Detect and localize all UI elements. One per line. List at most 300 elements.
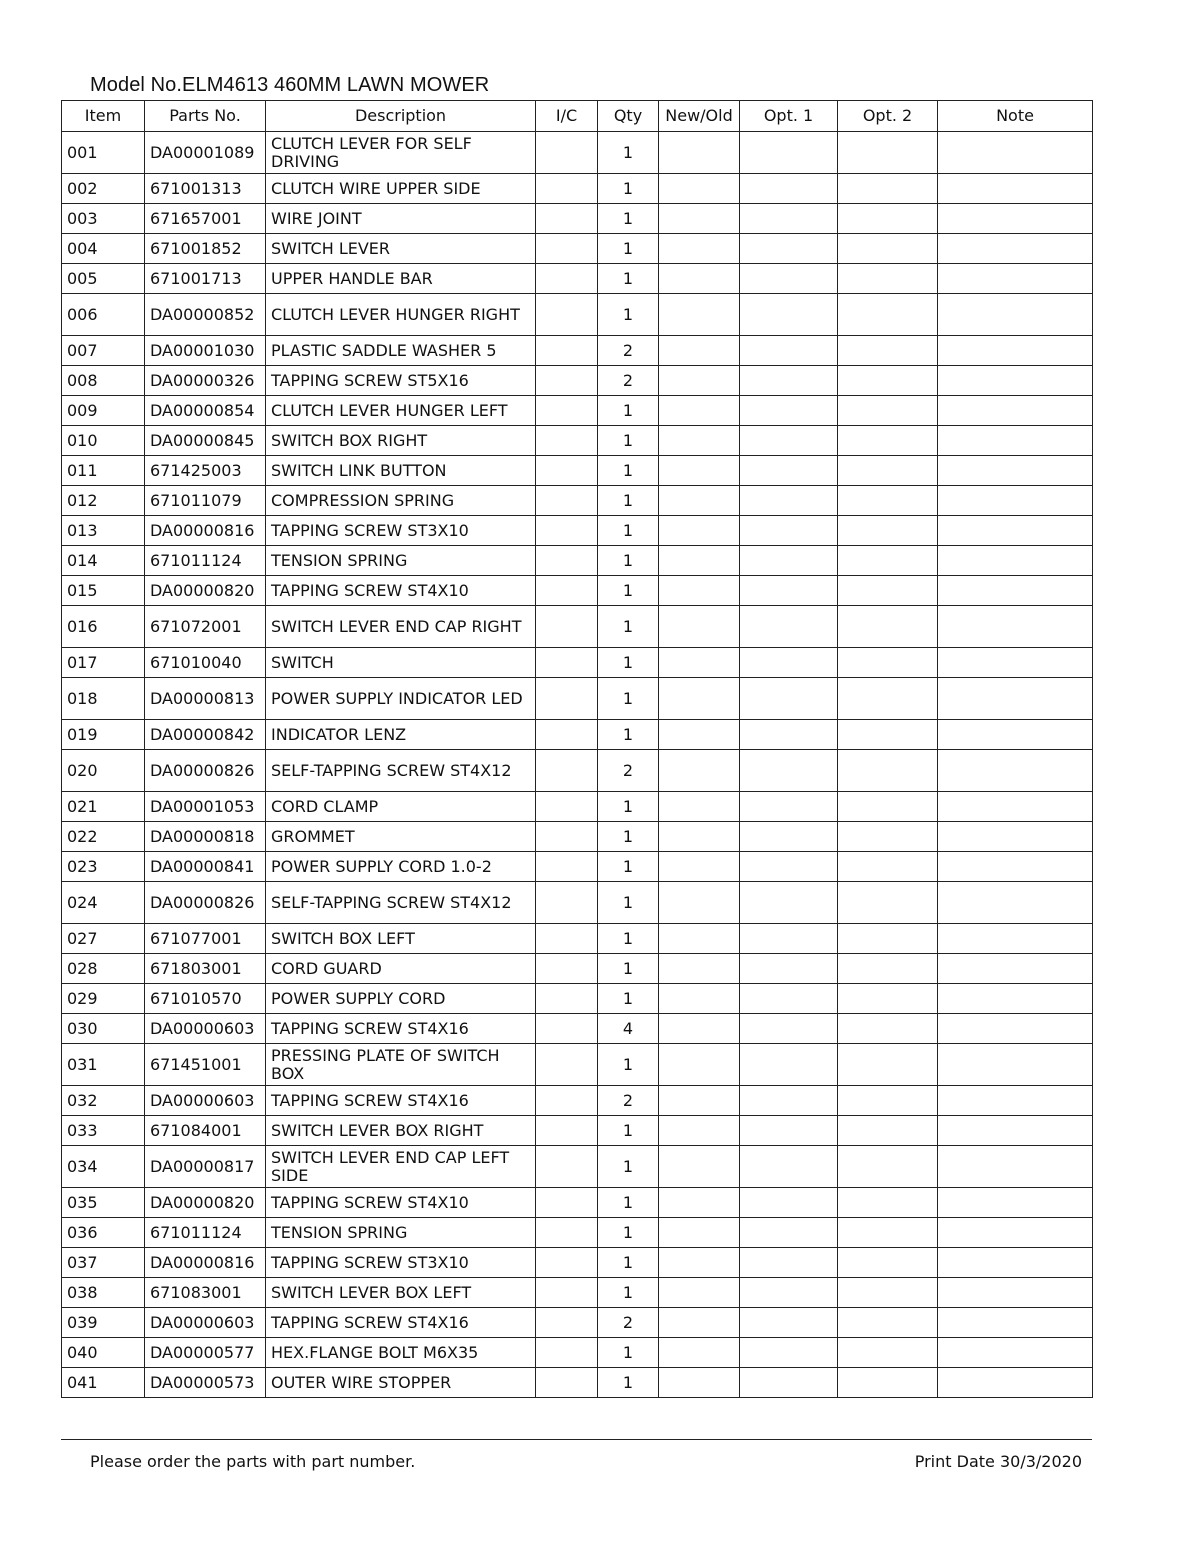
opt-1-cell (740, 204, 838, 234)
note-cell (938, 720, 1093, 750)
description-cell: TENSION SPRING (266, 546, 536, 576)
opt-2-cell (838, 984, 938, 1014)
opt-1-cell (740, 1338, 838, 1368)
note-cell (938, 264, 1093, 294)
note-cell (938, 456, 1093, 486)
qty-cell: 1 (598, 456, 659, 486)
part-number-cell: 671657001 (145, 204, 266, 234)
opt-2-cell (838, 1368, 938, 1398)
part-number-cell: DA00000845 (145, 426, 266, 456)
column-header-qty: Qty (598, 101, 659, 132)
ic-cell (536, 1044, 598, 1086)
description-cell: POWER SUPPLY INDICATOR LED (266, 678, 536, 720)
description-cell: OUTER WIRE STOPPER (266, 1368, 536, 1398)
opt-1-cell (740, 132, 838, 174)
new-old-cell (659, 648, 740, 678)
qty-cell: 1 (598, 486, 659, 516)
new-old-cell (659, 1116, 740, 1146)
opt-1-cell (740, 678, 838, 720)
table-row (62, 1014, 1093, 1044)
opt-1-cell (740, 1086, 838, 1116)
note-cell (938, 1248, 1093, 1278)
item-cell: 028 (62, 954, 145, 984)
note-cell (938, 426, 1093, 456)
opt-2-cell (838, 1338, 938, 1368)
note-cell (938, 366, 1093, 396)
note-cell (938, 1278, 1093, 1308)
opt-1-cell (740, 486, 838, 516)
table-row (62, 1248, 1093, 1278)
ic-cell (536, 132, 598, 174)
qty-cell: 1 (598, 720, 659, 750)
description-cell: SWITCH LEVER END CAP RIGHT (266, 606, 536, 648)
item-cell: 004 (62, 234, 145, 264)
qty-cell: 1 (598, 1218, 659, 1248)
table-row (62, 606, 1093, 648)
note-cell (938, 294, 1093, 336)
opt-1-cell (740, 852, 838, 882)
opt-1-cell (740, 336, 838, 366)
qty-cell: 1 (598, 174, 659, 204)
ic-cell (536, 1338, 598, 1368)
new-old-cell (659, 294, 740, 336)
opt-1-cell (740, 1248, 838, 1278)
description-cell: SWITCH LEVER BOX RIGHT (266, 1116, 536, 1146)
opt-1-cell (740, 1308, 838, 1338)
part-number-cell: 671011124 (145, 546, 266, 576)
opt-2-cell (838, 486, 938, 516)
opt-1-cell (740, 1188, 838, 1218)
part-number-cell: 671084001 (145, 1116, 266, 1146)
opt-2-cell (838, 264, 938, 294)
opt-1-cell (740, 606, 838, 648)
table-row (62, 1338, 1093, 1368)
table-row (62, 336, 1093, 366)
part-number-cell: 671072001 (145, 606, 266, 648)
new-old-cell (659, 852, 740, 882)
note-cell (938, 234, 1093, 264)
ic-cell (536, 366, 598, 396)
opt-2-cell (838, 234, 938, 264)
note-cell (938, 924, 1093, 954)
table-row (62, 516, 1093, 546)
note-cell (938, 1368, 1093, 1398)
part-number-cell: DA00000326 (145, 366, 266, 396)
item-cell: 015 (62, 576, 145, 606)
note-cell (938, 792, 1093, 822)
opt-2-cell (838, 1086, 938, 1116)
ic-cell (536, 1116, 598, 1146)
ic-cell (536, 1218, 598, 1248)
item-cell: 022 (62, 822, 145, 852)
table-row (62, 132, 1093, 174)
description-cell: WIRE JOINT (266, 204, 536, 234)
qty-cell: 2 (598, 336, 659, 366)
note-cell (938, 546, 1093, 576)
part-number-cell: DA00000818 (145, 822, 266, 852)
qty-cell: 1 (598, 396, 659, 426)
part-number-cell: DA00001030 (145, 336, 266, 366)
column-header-new-old: New/Old (659, 101, 740, 132)
opt-1-cell (740, 984, 838, 1014)
opt-1-cell (740, 294, 838, 336)
ic-cell (536, 1248, 598, 1278)
opt-1-cell (740, 822, 838, 852)
description-cell: SWITCH LEVER (266, 234, 536, 264)
table-row (62, 924, 1093, 954)
qty-cell: 1 (598, 1278, 659, 1308)
part-number-cell: 671011124 (145, 1218, 266, 1248)
new-old-cell (659, 882, 740, 924)
ic-cell (536, 648, 598, 678)
part-number-cell: 671001713 (145, 264, 266, 294)
opt-1-cell (740, 1044, 838, 1086)
part-number-cell: DA00000577 (145, 1338, 266, 1368)
new-old-cell (659, 1218, 740, 1248)
ic-cell (536, 606, 598, 648)
table-row (62, 426, 1093, 456)
opt-1-cell (740, 1014, 838, 1044)
item-cell: 039 (62, 1308, 145, 1338)
note-cell (938, 1116, 1093, 1146)
qty-cell: 2 (598, 1086, 659, 1116)
table-row (62, 792, 1093, 822)
opt-2-cell (838, 576, 938, 606)
description-cell: TAPPING SCREW ST5X16 (266, 366, 536, 396)
new-old-cell (659, 606, 740, 648)
part-number-cell: 671083001 (145, 1278, 266, 1308)
opt-2-cell (838, 792, 938, 822)
qty-cell: 1 (598, 882, 659, 924)
new-old-cell (659, 234, 740, 264)
ic-cell (536, 426, 598, 456)
column-header-opt-2: Opt. 2 (838, 101, 938, 132)
qty-cell: 2 (598, 366, 659, 396)
opt-2-cell (838, 648, 938, 678)
opt-2-cell (838, 720, 938, 750)
note-cell (938, 984, 1093, 1014)
item-cell: 008 (62, 366, 145, 396)
description-cell: TAPPING SCREW ST4X16 (266, 1308, 536, 1338)
qty-cell: 1 (598, 1044, 659, 1086)
table-row (62, 1086, 1093, 1116)
table-row (62, 264, 1093, 294)
table-row (62, 678, 1093, 720)
note-cell (938, 678, 1093, 720)
table-row (62, 720, 1093, 750)
qty-cell: 1 (598, 822, 659, 852)
opt-2-cell (838, 1146, 938, 1188)
item-cell: 019 (62, 720, 145, 750)
description-cell: SWITCH LEVER BOX LEFT (266, 1278, 536, 1308)
note-cell (938, 1308, 1093, 1338)
opt-1-cell (740, 174, 838, 204)
qty-cell: 1 (598, 852, 659, 882)
opt-2-cell (838, 396, 938, 426)
item-cell: 041 (62, 1368, 145, 1398)
opt-1-cell (740, 576, 838, 606)
ic-cell (536, 792, 598, 822)
ic-cell (536, 1278, 598, 1308)
opt-2-cell (838, 426, 938, 456)
new-old-cell (659, 750, 740, 792)
table-row (62, 1116, 1093, 1146)
description-cell: GROMMET (266, 822, 536, 852)
item-cell: 031 (62, 1044, 145, 1086)
opt-1-cell (740, 1278, 838, 1308)
table-row (62, 366, 1093, 396)
qty-cell: 1 (598, 264, 659, 294)
description-cell: CLUTCH WIRE UPPER SIDE (266, 174, 536, 204)
ic-cell (536, 984, 598, 1014)
page-title: Model No.ELM4613 460MM LAWN MOWER (90, 74, 490, 96)
ic-cell (536, 924, 598, 954)
item-cell: 038 (62, 1278, 145, 1308)
new-old-cell (659, 822, 740, 852)
item-cell: 009 (62, 396, 145, 426)
part-number-cell: DA00000854 (145, 396, 266, 426)
description-cell: TAPPING SCREW ST4X16 (266, 1086, 536, 1116)
opt-2-cell (838, 924, 938, 954)
description-cell: CLUTCH LEVER HUNGER RIGHT (266, 294, 536, 336)
opt-2-cell (838, 954, 938, 984)
new-old-cell (659, 204, 740, 234)
new-old-cell (659, 396, 740, 426)
opt-1-cell (740, 426, 838, 456)
description-cell: CLUTCH LEVER HUNGER LEFT (266, 396, 536, 426)
new-old-cell (659, 1146, 740, 1188)
new-old-cell (659, 1014, 740, 1044)
table-row (62, 882, 1093, 924)
note-cell (938, 336, 1093, 366)
qty-cell: 1 (598, 792, 659, 822)
item-cell: 014 (62, 546, 145, 576)
note-cell (938, 576, 1093, 606)
ic-cell (536, 1308, 598, 1338)
ic-cell (536, 396, 598, 426)
opt-2-cell (838, 336, 938, 366)
ic-cell (536, 720, 598, 750)
item-cell: 035 (62, 1188, 145, 1218)
new-old-cell (659, 1278, 740, 1308)
note-cell (938, 132, 1093, 174)
description-cell: SWITCH BOX LEFT (266, 924, 536, 954)
item-cell: 005 (62, 264, 145, 294)
note-cell (938, 852, 1093, 882)
new-old-cell (659, 426, 740, 456)
opt-1-cell (740, 546, 838, 576)
opt-2-cell (838, 1218, 938, 1248)
description-cell: COMPRESSION SPRING (266, 486, 536, 516)
new-old-cell (659, 516, 740, 546)
description-cell: SELF-TAPPING SCREW ST4X12 (266, 882, 536, 924)
ic-cell (536, 576, 598, 606)
part-number-cell: DA00000852 (145, 294, 266, 336)
opt-1-cell (740, 1218, 838, 1248)
part-number-cell: DA00000841 (145, 852, 266, 882)
new-old-cell (659, 174, 740, 204)
qty-cell: 1 (598, 1338, 659, 1368)
qty-cell: 1 (598, 1146, 659, 1188)
table-row (62, 750, 1093, 792)
opt-2-cell (838, 852, 938, 882)
ic-cell (536, 336, 598, 366)
item-cell: 002 (62, 174, 145, 204)
new-old-cell (659, 336, 740, 366)
ic-cell (536, 456, 598, 486)
item-cell: 037 (62, 1248, 145, 1278)
part-number-cell: DA00000603 (145, 1086, 266, 1116)
qty-cell: 1 (598, 546, 659, 576)
opt-1-cell (740, 750, 838, 792)
part-number-cell: DA00000573 (145, 1368, 266, 1398)
new-old-cell (659, 720, 740, 750)
part-number-cell: DA00000826 (145, 750, 266, 792)
qty-cell: 1 (598, 234, 659, 264)
part-number-cell: DA00000817 (145, 1146, 266, 1188)
description-cell: INDICATOR LENZ (266, 720, 536, 750)
qty-cell: 1 (598, 1188, 659, 1218)
description-cell: POWER SUPPLY CORD 1.0-2 (266, 852, 536, 882)
opt-2-cell (838, 606, 938, 648)
table-row (62, 954, 1093, 984)
note-cell (938, 516, 1093, 546)
table-row (62, 852, 1093, 882)
ic-cell (536, 204, 598, 234)
table-row (62, 1278, 1093, 1308)
opt-2-cell (838, 174, 938, 204)
item-cell: 030 (62, 1014, 145, 1044)
item-cell: 010 (62, 426, 145, 456)
opt-2-cell (838, 366, 938, 396)
ic-cell (536, 954, 598, 984)
note-cell (938, 1218, 1093, 1248)
table-row (62, 648, 1093, 678)
new-old-cell (659, 132, 740, 174)
qty-cell: 4 (598, 1014, 659, 1044)
part-number-cell: 671803001 (145, 954, 266, 984)
qty-cell: 1 (598, 576, 659, 606)
note-cell (938, 1014, 1093, 1044)
part-number-cell: DA00000816 (145, 1248, 266, 1278)
item-cell: 032 (62, 1086, 145, 1116)
note-cell (938, 1146, 1093, 1188)
ic-cell (536, 1368, 598, 1398)
description-cell: TAPPING SCREW ST3X10 (266, 516, 536, 546)
table-row (62, 174, 1093, 204)
item-cell: 017 (62, 648, 145, 678)
opt-2-cell (838, 1278, 938, 1308)
qty-cell: 1 (598, 132, 659, 174)
part-number-cell: 671451001 (145, 1044, 266, 1086)
opt-1-cell (740, 396, 838, 426)
opt-1-cell (740, 1116, 838, 1146)
table-row (62, 1044, 1093, 1086)
item-cell: 020 (62, 750, 145, 792)
note-cell (938, 1044, 1093, 1086)
new-old-cell (659, 1338, 740, 1368)
note-cell (938, 606, 1093, 648)
description-cell: TAPPING SCREW ST4X10 (266, 576, 536, 606)
column-header-item: Item (62, 101, 145, 132)
ic-cell (536, 174, 598, 204)
part-number-cell: 671425003 (145, 456, 266, 486)
ic-cell (536, 1086, 598, 1116)
description-cell: POWER SUPPLY CORD (266, 984, 536, 1014)
note-cell (938, 1188, 1093, 1218)
note-cell (938, 396, 1093, 426)
opt-1-cell (740, 648, 838, 678)
item-cell: 029 (62, 984, 145, 1014)
item-cell: 033 (62, 1116, 145, 1146)
ic-cell (536, 1188, 598, 1218)
opt-2-cell (838, 822, 938, 852)
opt-2-cell (838, 1308, 938, 1338)
opt-2-cell (838, 516, 938, 546)
table-row (62, 204, 1093, 234)
part-number-cell: DA00000603 (145, 1014, 266, 1044)
new-old-cell (659, 1188, 740, 1218)
opt-2-cell (838, 750, 938, 792)
ic-cell (536, 1014, 598, 1044)
table-row (62, 396, 1093, 426)
item-cell: 012 (62, 486, 145, 516)
ic-cell (536, 852, 598, 882)
new-old-cell (659, 1308, 740, 1338)
description-cell: TENSION SPRING (266, 1218, 536, 1248)
item-cell: 018 (62, 678, 145, 720)
note-cell (938, 954, 1093, 984)
qty-cell: 1 (598, 1368, 659, 1398)
part-number-cell: DA00000816 (145, 516, 266, 546)
table-row (62, 984, 1093, 1014)
qty-cell: 1 (598, 426, 659, 456)
item-cell: 011 (62, 456, 145, 486)
qty-cell: 1 (598, 924, 659, 954)
note-cell (938, 1338, 1093, 1368)
note-cell (938, 486, 1093, 516)
item-cell: 007 (62, 336, 145, 366)
description-cell: UPPER HANDLE BAR (266, 264, 536, 294)
opt-1-cell (740, 1368, 838, 1398)
new-old-cell (659, 456, 740, 486)
note-cell (938, 648, 1093, 678)
part-number-cell: 671077001 (145, 924, 266, 954)
column-header-ic: I/C (536, 101, 598, 132)
opt-1-cell (740, 954, 838, 984)
note-cell (938, 822, 1093, 852)
part-number-cell: DA00001053 (145, 792, 266, 822)
part-number-cell: 671001852 (145, 234, 266, 264)
order-note: Please order the parts with part number. (90, 1452, 416, 1471)
qty-cell: 1 (598, 984, 659, 1014)
new-old-cell (659, 924, 740, 954)
part-number-cell: 671011079 (145, 486, 266, 516)
table-row (62, 822, 1093, 852)
item-cell: 016 (62, 606, 145, 648)
description-cell: SWITCH BOX RIGHT (266, 426, 536, 456)
new-old-cell (659, 576, 740, 606)
item-cell: 027 (62, 924, 145, 954)
description-cell: TAPPING SCREW ST4X10 (266, 1188, 536, 1218)
qty-cell: 1 (598, 678, 659, 720)
new-old-cell (659, 1248, 740, 1278)
ic-cell (536, 678, 598, 720)
qty-cell: 1 (598, 606, 659, 648)
part-number-cell: DA00000842 (145, 720, 266, 750)
item-cell: 024 (62, 882, 145, 924)
qty-cell: 1 (598, 294, 659, 336)
